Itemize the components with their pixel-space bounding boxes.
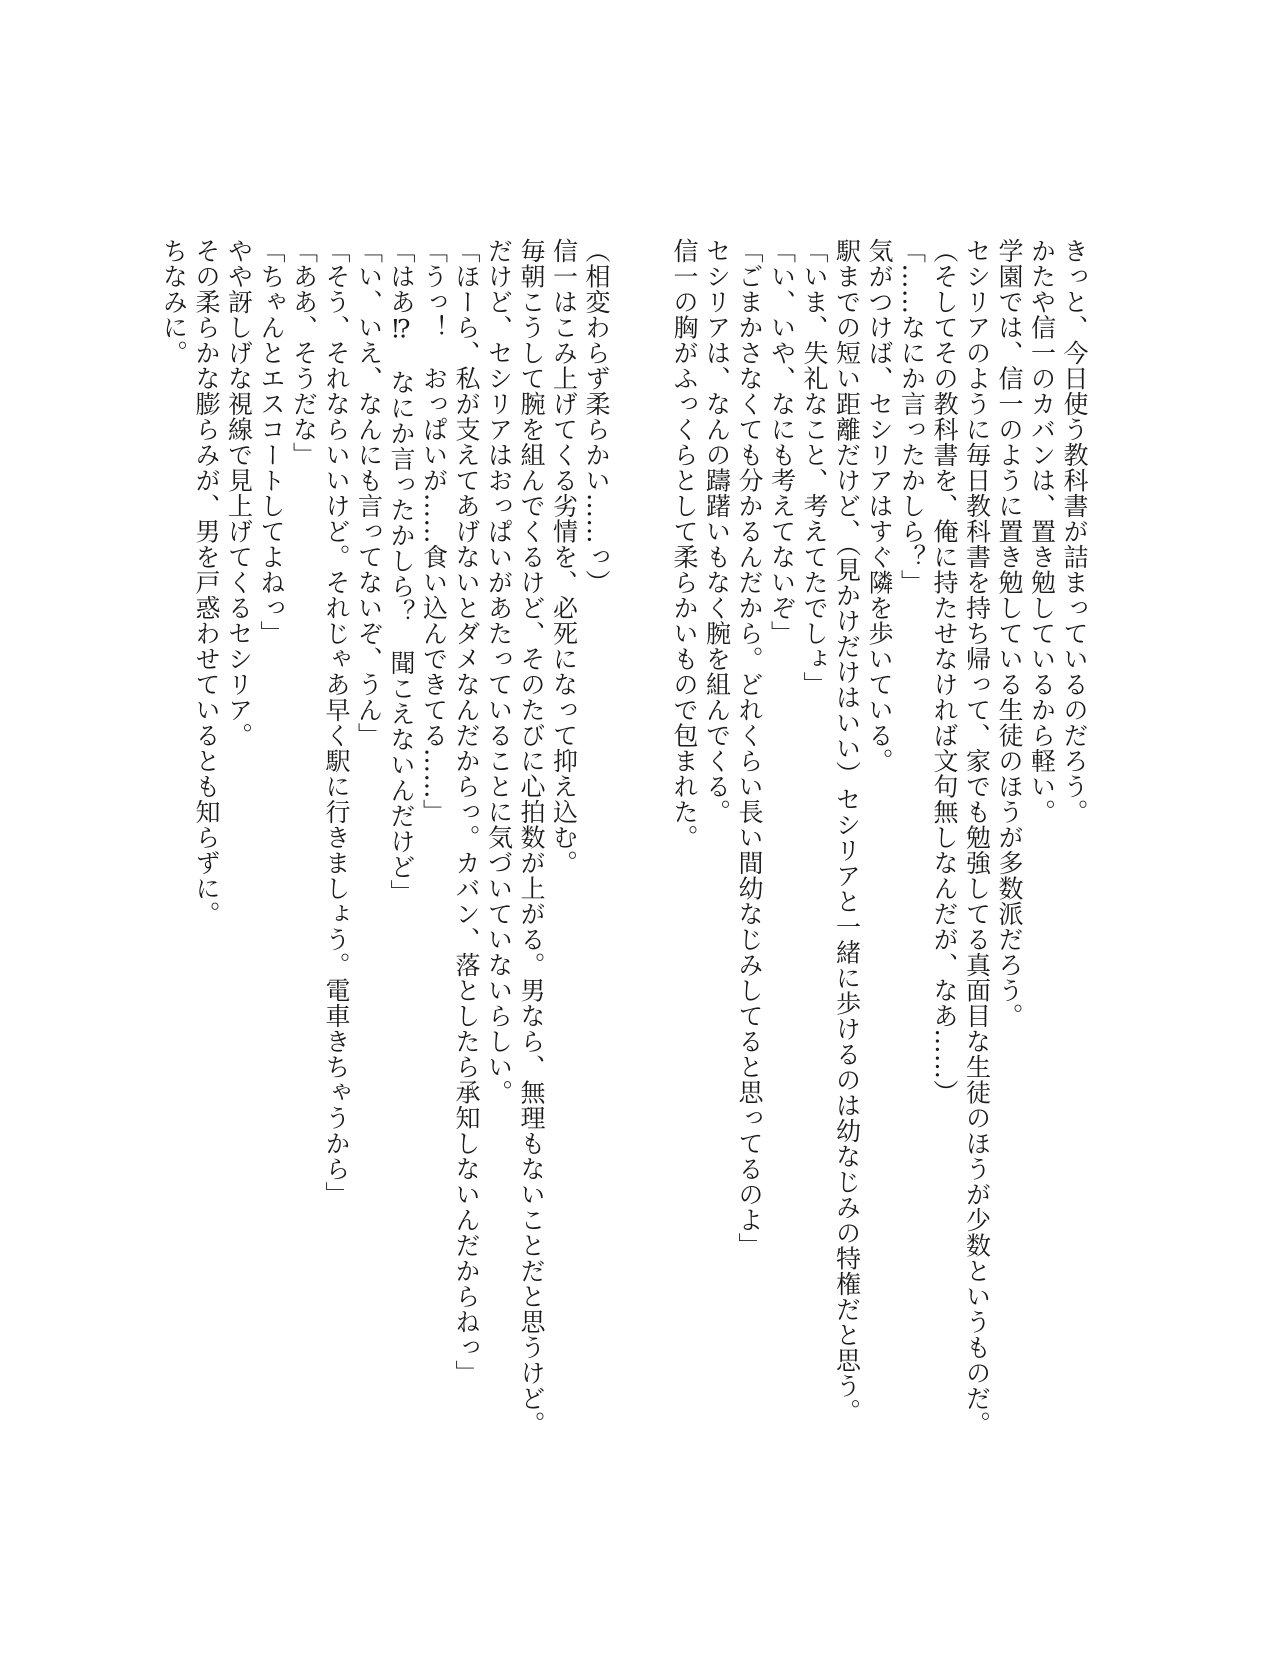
text-line: 「……なにか言ったかしら？」: [897, 238, 927, 595]
text-line: 学園では、信一のように置き勉している生徒のほうが多数派だろう。: [995, 238, 1024, 1029]
text-line: 駅までの短い距離だけど、（見かけだけはいい）セシリアと一緒に歩けるのは幼なじみの特権だと思う。: [832, 238, 862, 1424]
text-line: （そしてその教科書を、俺に持たせなければ文句無しなんだが、なあ……）: [930, 238, 959, 1105]
text-line: 信一はこみ上げてくる劣情を、必死になって抑え込む。: [549, 238, 579, 876]
text-line: 「ああ、そうだな」: [289, 238, 319, 468]
text-line: 「ちゃんとエスコートしてよねっ」: [257, 238, 286, 646]
text-line: セシリアは、なんの躊躇いもなく腕を組んでくる。: [702, 238, 732, 825]
text-line: 「はあ⁉ なにか言ったかしら？ 聞こえないんだけど」: [387, 238, 416, 905]
text-block-lower: [157, 238, 612, 1437]
text-line: 気がつけば、セシリアはすぐ隣を歩いている。: [865, 238, 894, 774]
text-line: やや訝しげな視線で見上げてくるセシリア。: [224, 238, 254, 748]
text-line: 「うっ！ おっぱいが……食い込んできてる……」: [419, 238, 449, 825]
text-line: 毎朝こうして腕を組んでくるけど、そのたびに心拍数が上がる。男なら、無理もないことだと思うけど。: [517, 238, 546, 1437]
text-line: 「ごまかさなくても分かるんだから。どれくらい長い間幼なじみしてると思ってるのよ」: [735, 238, 764, 1258]
text-line: その柔らかな膨らみが、男を戸惑わせているとも知らずに。: [192, 238, 221, 927]
text-line: 「そう、それならいいけど。それじゃあ早く駅に行きましょう。電車きちゃうから」: [322, 238, 351, 1207]
text-line: セシリアのように毎日教科書を持ち帰って、家でも勉強してる真面目な生徒のほうが少数というものだ。: [962, 238, 992, 1437]
text-line: だけど、セシリアはおっぱいがあたっていることに気づいていないらしい。: [484, 238, 514, 1105]
text-line: （相変わらず柔らかい……っ）: [582, 238, 611, 595]
text-line: 「いま、失礼なこと、考えてたでしょ」: [800, 238, 829, 697]
text-line: 「ほーら、私が支えてあげないとダメなんだからっ。カバン、落としたら承知しないんだからねっ」: [452, 238, 481, 1386]
text-line: きっと、今日使う教科書が詰まっているのだろう。: [1060, 238, 1089, 825]
text-line: ちなみに。: [159, 238, 189, 366]
text-line: かたや信一のカバンは、置き勉しているから軽い。: [1027, 238, 1057, 825]
text-line: 「い、いや、なにも考えてないぞ」: [767, 238, 797, 646]
text-line: 「い、いえ、なんにも言ってないぞ、うん」: [354, 238, 384, 748]
text-line: 信一の胸がふっくらとして柔らかいもので包まれた。: [670, 238, 699, 850]
text-block-upper: [668, 238, 1091, 1437]
